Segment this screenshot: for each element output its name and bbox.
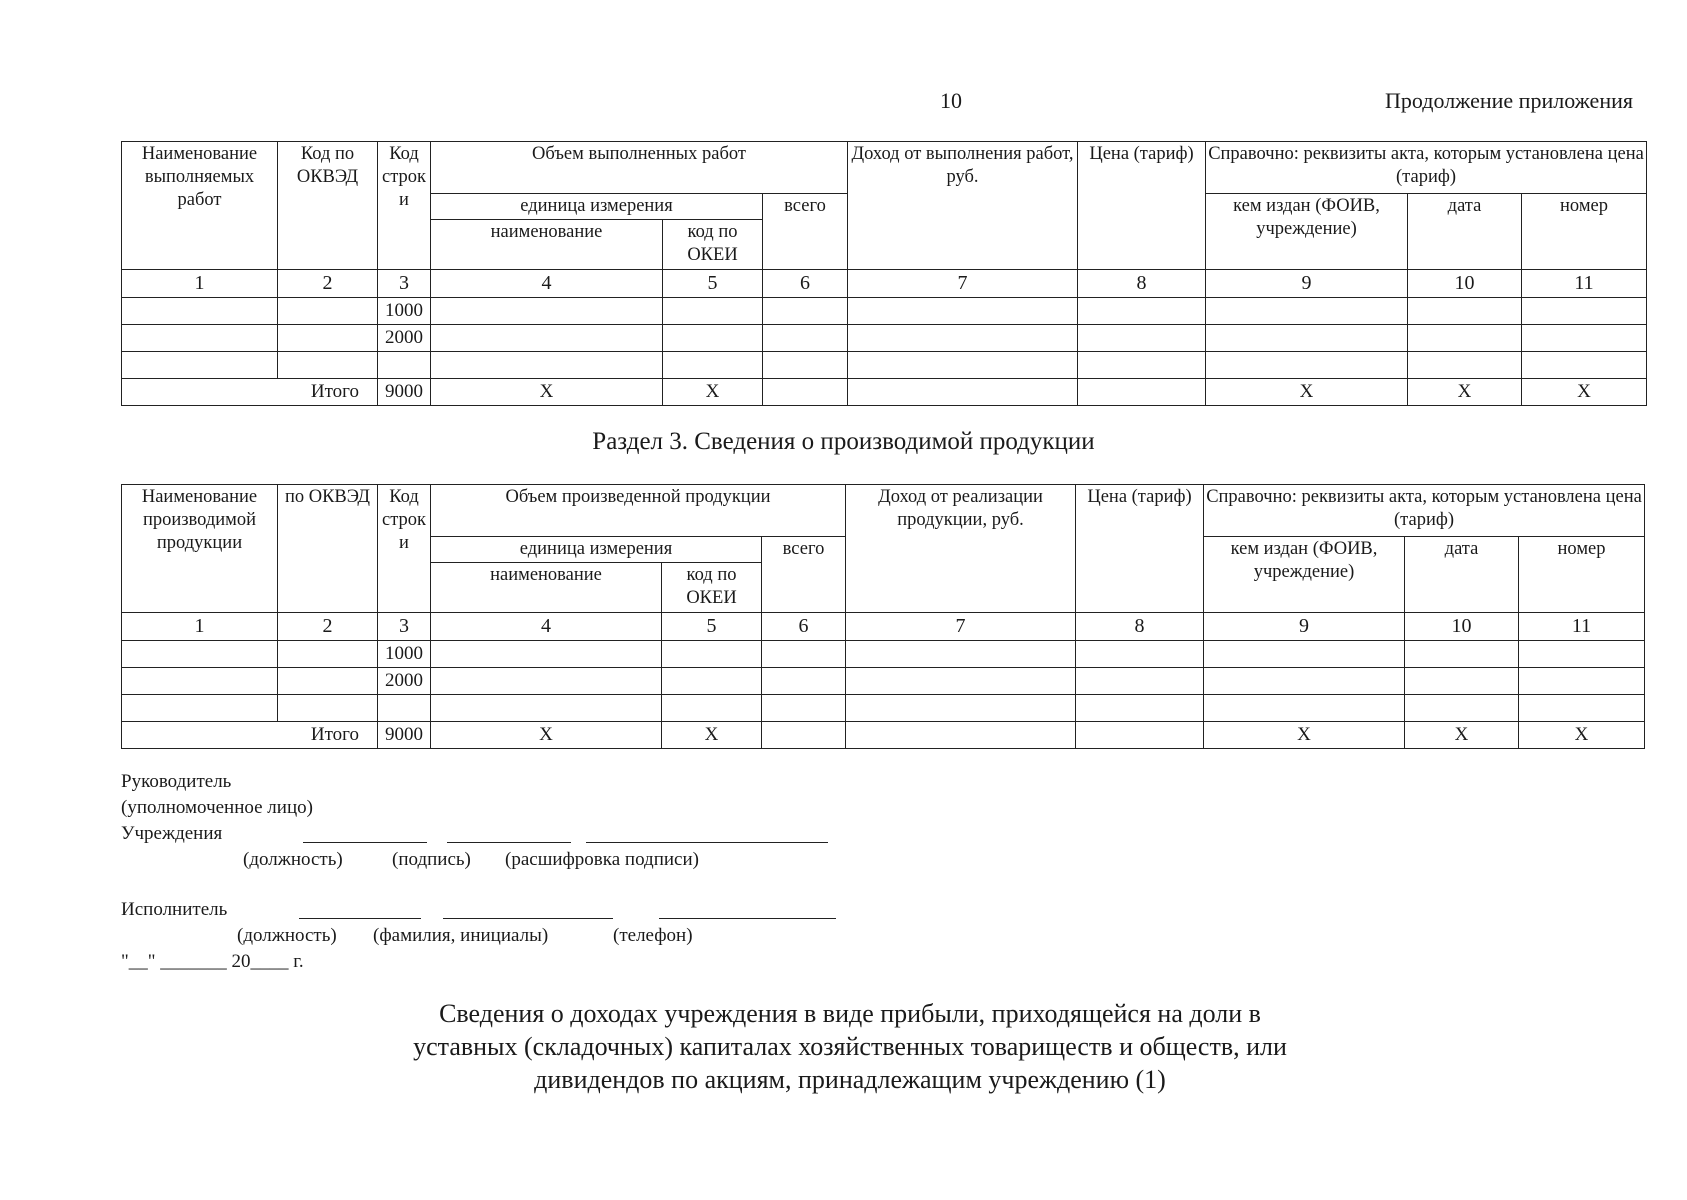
cell[interactable] (278, 695, 378, 722)
cell[interactable] (431, 298, 663, 325)
cell[interactable] (278, 298, 378, 325)
cell[interactable] (278, 325, 378, 352)
column-numbers-row (122, 613, 1645, 641)
col-num: 6 (763, 270, 848, 298)
total-label: Итого (122, 379, 378, 406)
cell[interactable] (1078, 298, 1206, 325)
total-row (122, 722, 1645, 749)
column-numbers-row (122, 270, 1647, 298)
header-row-code: Код строк и (378, 142, 431, 270)
header-income: Доход от реализации продукции, руб. (846, 485, 1076, 613)
cell: X (1206, 379, 1408, 406)
exec-position-hint: (должность) (237, 925, 337, 946)
next-section-title-line1: Сведения о доходах учреждения в виде прибыли, приходящейся на доли в (439, 999, 1261, 1028)
col-num: 4 (431, 270, 663, 298)
col-num: 2 (278, 270, 378, 298)
row-code-cell: 1000 (378, 641, 431, 668)
col-num: 1 (122, 613, 278, 641)
cell[interactable] (1078, 379, 1206, 406)
cell[interactable] (1206, 352, 1408, 379)
head-decode-line[interactable] (586, 842, 828, 843)
cell[interactable] (122, 668, 278, 695)
total-code: 9000 (378, 379, 431, 406)
cell[interactable] (1519, 668, 1645, 695)
page-number: 10 (940, 88, 962, 113)
exec-name-hint: (фамилия, инициалы) (373, 925, 549, 946)
col-num: 3 (378, 270, 431, 298)
cell[interactable] (1204, 695, 1405, 722)
exec-phone-line[interactable] (659, 918, 836, 919)
header-price: Цена (тариф) (1078, 142, 1206, 270)
head-position-hint: (должность) (243, 849, 343, 870)
col-num: 5 (663, 270, 763, 298)
header-price: Цена (тариф) (1076, 485, 1204, 613)
cell: X (1519, 722, 1645, 749)
col-num: 9 (1206, 270, 1408, 298)
header-reference: Справочно: реквизиты акта, которым установлена цена (тариф) (1206, 142, 1647, 194)
cell[interactable] (431, 695, 662, 722)
cell: X (1522, 379, 1647, 406)
cell: X (1405, 722, 1519, 749)
next-section-title (0, 997, 1687, 1096)
header-issued-by: кем издан (ФОИВ, учреждение) (1206, 194, 1408, 270)
cell[interactable] (662, 695, 762, 722)
total-row (122, 379, 1647, 406)
head-label-line2: (уполномоченное лицо) (121, 797, 313, 818)
col-num: 10 (1408, 270, 1522, 298)
col-num: 11 (1522, 270, 1647, 298)
cell[interactable] (1408, 352, 1522, 379)
table-row (122, 641, 1645, 668)
head-signature-hint: (подпись) (392, 849, 471, 870)
cell[interactable] (846, 722, 1076, 749)
cell[interactable] (122, 298, 278, 325)
cell[interactable] (122, 325, 278, 352)
header-okved: по ОКВЭД (278, 485, 378, 613)
cell: X (663, 379, 763, 406)
cell[interactable] (1076, 695, 1204, 722)
cell[interactable] (1206, 298, 1408, 325)
header-total: всего (762, 537, 846, 613)
total-label: Итого (122, 722, 378, 749)
cell[interactable] (1078, 325, 1206, 352)
table-row (122, 325, 1647, 352)
section-title: Раздел 3. Сведения о производимой продукции (592, 428, 1095, 455)
cell[interactable] (1405, 668, 1519, 695)
cell[interactable] (1408, 325, 1522, 352)
header-number: номер (1519, 537, 1645, 613)
col-num: 8 (1076, 613, 1204, 641)
exec-name-line[interactable] (443, 918, 613, 919)
col-num: 4 (431, 613, 662, 641)
cell[interactable] (1204, 668, 1405, 695)
col-num: 5 (662, 613, 762, 641)
cell[interactable] (662, 641, 762, 668)
header-product-name: Наименование производимой продукции (122, 485, 278, 613)
cell[interactable] (848, 352, 1078, 379)
cell[interactable] (431, 325, 663, 352)
row-code-cell (378, 695, 431, 722)
continuation-label: Продолжение приложения (1385, 88, 1633, 113)
cell[interactable] (662, 668, 762, 695)
head-signature-line[interactable] (447, 842, 571, 843)
cell[interactable] (431, 668, 662, 695)
cell[interactable] (278, 352, 378, 379)
cell[interactable] (1206, 325, 1408, 352)
total-code: 9000 (378, 722, 431, 749)
cell: X (662, 722, 762, 749)
next-section-title-line2: уставных (складочных) капиталах хозяйственных товариществ и обществ, или (413, 1032, 1287, 1061)
head-label-line1: Руководитель (121, 771, 232, 792)
cell[interactable] (1522, 325, 1647, 352)
header-date: дата (1408, 194, 1522, 270)
next-section-title-line3: дивидендов по акциям, принадлежащим учреждению (1) (534, 1065, 1166, 1094)
cell[interactable] (663, 325, 763, 352)
header-unit: единица измерения (431, 537, 762, 563)
executor-label: Исполнитель (121, 899, 228, 920)
head-decode-hint: (расшифровка подписи) (505, 849, 699, 870)
col-num: 8 (1078, 270, 1206, 298)
cell: X (1408, 379, 1522, 406)
cell[interactable] (663, 352, 763, 379)
cell[interactable] (1408, 298, 1522, 325)
cell[interactable] (278, 668, 378, 695)
cell[interactable] (848, 325, 1078, 352)
col-num: 1 (122, 270, 278, 298)
col-num: 11 (1519, 613, 1645, 641)
cell[interactable] (431, 641, 662, 668)
header-volume: Объем выполненных работ (431, 142, 848, 194)
row-code-cell: 1000 (378, 298, 431, 325)
cell[interactable] (1519, 641, 1645, 668)
cell[interactable] (763, 379, 848, 406)
header-unit-name: наименование (431, 563, 662, 613)
cell[interactable] (762, 641, 846, 668)
cell[interactable] (763, 325, 848, 352)
cell[interactable] (1076, 722, 1204, 749)
cell[interactable] (762, 695, 846, 722)
header-work-name: Наименование выполняемых работ (122, 142, 278, 270)
header-unit-name: наименование (431, 220, 663, 270)
products-table (121, 484, 1645, 749)
cell[interactable] (1076, 668, 1204, 695)
col-num: 7 (846, 613, 1076, 641)
cell: X (431, 379, 663, 406)
header-issued-by: кем издан (ФОИВ, учреждение) (1204, 537, 1405, 613)
head-position-line[interactable] (303, 842, 427, 843)
cell[interactable] (848, 298, 1078, 325)
table-row (122, 298, 1647, 325)
col-num: 10 (1405, 613, 1519, 641)
cell[interactable] (1204, 641, 1405, 668)
cell[interactable] (846, 695, 1076, 722)
header-unit-okei: код по ОКЕИ (662, 563, 762, 613)
cell[interactable] (846, 641, 1076, 668)
table-row (122, 668, 1645, 695)
cell[interactable] (1405, 695, 1519, 722)
row-code-cell: 2000 (378, 325, 431, 352)
head-label-line3: Учреждения (121, 823, 223, 844)
col-num: 2 (278, 613, 378, 641)
header-unit: единица измерения (431, 194, 763, 220)
header-volume: Объем произведенной продукции (431, 485, 846, 537)
cell[interactable] (763, 352, 848, 379)
cell: X (431, 722, 662, 749)
header-row-code: Код строк и (378, 485, 431, 613)
header-reference: Справочно: реквизиты акта, которым установлена цена (тариф) (1204, 485, 1645, 537)
header-unit-okei: код по ОКЕИ (663, 220, 763, 270)
exec-position-line[interactable] (299, 918, 421, 919)
cell[interactable] (1522, 298, 1647, 325)
cell[interactable] (762, 722, 846, 749)
table-row (122, 352, 1647, 379)
col-num: 6 (762, 613, 846, 641)
col-num: 9 (1204, 613, 1405, 641)
cell[interactable] (122, 641, 278, 668)
header-number: номер (1522, 194, 1647, 270)
cell[interactable] (278, 641, 378, 668)
cell[interactable] (1522, 352, 1647, 379)
row-code-cell: 2000 (378, 668, 431, 695)
header-income: Доход от выполнения работ, руб. (848, 142, 1078, 270)
cell[interactable] (663, 298, 763, 325)
table-row (122, 695, 1645, 722)
header-okved: Код по ОКВЭД (278, 142, 378, 270)
header-date: дата (1405, 537, 1519, 613)
cell[interactable] (1076, 641, 1204, 668)
cell[interactable] (846, 668, 1076, 695)
cell[interactable] (1405, 641, 1519, 668)
header-total: всего (763, 194, 848, 270)
cell[interactable] (762, 668, 846, 695)
cell[interactable] (763, 298, 848, 325)
cell[interactable] (431, 352, 663, 379)
cell[interactable] (1078, 352, 1206, 379)
cell[interactable] (122, 695, 278, 722)
exec-phone-hint: (телефон) (613, 925, 693, 946)
cell: X (1204, 722, 1405, 749)
cell[interactable] (848, 379, 1078, 406)
works-table (121, 141, 1647, 406)
col-num: 7 (848, 270, 1078, 298)
cell[interactable] (1519, 695, 1645, 722)
cell[interactable] (122, 352, 278, 379)
row-code-cell (378, 352, 431, 379)
col-num: 3 (378, 613, 431, 641)
date-line[interactable]: "__" _______ 20____ г. (121, 951, 304, 972)
